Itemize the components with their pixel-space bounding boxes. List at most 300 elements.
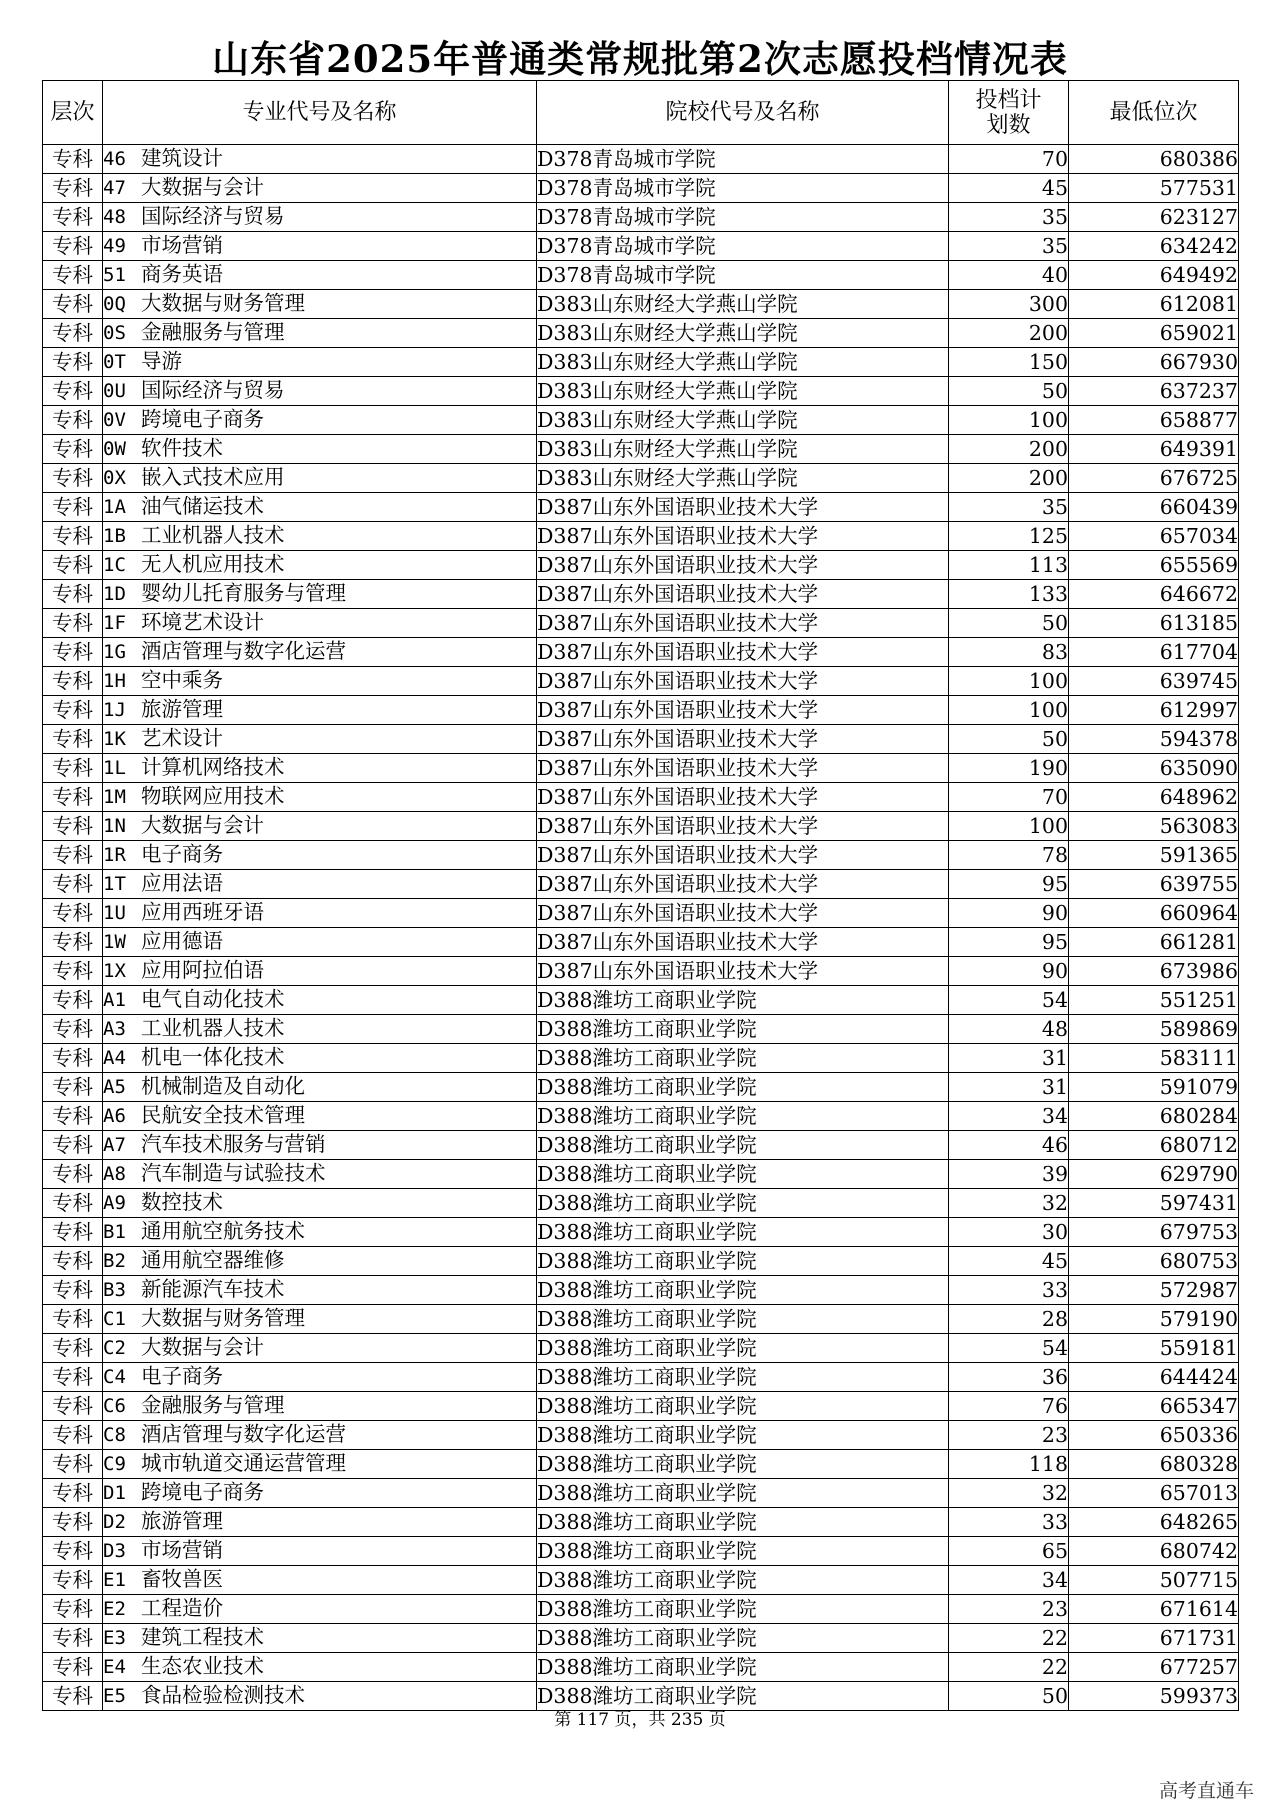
cell-min-rank: 671731 [1069,1624,1239,1653]
cell-level: 专科 [43,290,103,319]
major-name: 无人机应用技术 [141,552,285,576]
cell-min-rank: 655569 [1069,551,1239,580]
major-code: 1B [103,525,126,547]
cell-level: 专科 [43,1479,103,1508]
cell-major [103,609,537,638]
major-name: 导游 [141,349,182,373]
cell-min-rank: 680712 [1069,1131,1239,1160]
cell-min-rank: 612081 [1069,290,1239,319]
cell-major [103,1015,537,1044]
major-code: C9 [103,1453,126,1475]
cell-school: D387山东外国语职业技术大学 [537,667,949,696]
cell-plan: 50 [949,609,1069,638]
table-row [43,1595,1239,1624]
cell-plan: 54 [949,986,1069,1015]
cell-plan: 133 [949,580,1069,609]
table-row [43,899,1239,928]
major-code: 0X [103,467,126,489]
cell-level: 专科 [43,1421,103,1450]
major-name: 金融服务与管理 [141,320,285,344]
cell-level: 专科 [43,145,103,174]
major-code: D1 [103,1482,126,1504]
major-code: B3 [103,1279,126,1301]
cell-min-rank: 671614 [1069,1595,1239,1624]
table-row [43,1247,1239,1276]
cell-level: 专科 [43,783,103,812]
major-name: 工程造价 [141,1596,223,1620]
cell-plan: 23 [949,1595,1069,1624]
cell-plan: 50 [949,1682,1069,1711]
cell-min-rank: 680386 [1069,145,1239,174]
cell-level: 专科 [43,435,103,464]
major-name: 大数据与会计 [141,1335,264,1359]
table-row [43,870,1239,899]
table-row [43,667,1239,696]
cell-school: D378青岛城市学院 [537,145,949,174]
major-code: 0V [103,409,126,431]
cell-plan: 34 [949,1566,1069,1595]
table-row [43,696,1239,725]
cell-major [103,145,537,174]
table-row [43,1479,1239,1508]
cell-school: D388潍坊工商职业学院 [537,1189,949,1218]
major-name: 旅游管理 [141,697,223,721]
cell-school: D388潍坊工商职业学院 [537,1102,949,1131]
cell-plan: 300 [949,290,1069,319]
cell-major [103,319,537,348]
cell-level: 专科 [43,1189,103,1218]
cell-min-rank: 551251 [1069,986,1239,1015]
table-row [43,551,1239,580]
cell-min-rank: 673986 [1069,957,1239,986]
cell-plan: 118 [949,1450,1069,1479]
cell-level: 专科 [43,696,103,725]
cell-min-rank: 680284 [1069,1102,1239,1131]
watermark-text: 高考直通车 [1158,1780,1254,1802]
header-min-rank: 最低位次 [1069,81,1239,145]
cell-min-rank: 639755 [1069,870,1239,899]
cell-min-rank: 583111 [1069,1044,1239,1073]
cell-plan: 113 [949,551,1069,580]
cell-level: 专科 [43,522,103,551]
table-row [43,609,1239,638]
major-name: 数控技术 [141,1190,223,1214]
table-row [43,406,1239,435]
cell-level: 专科 [43,1624,103,1653]
cell-plan: 22 [949,1653,1069,1682]
major-name: 国际经济与贸易 [141,204,285,228]
cell-min-rank: 623127 [1069,203,1239,232]
cell-min-rank: 635090 [1069,754,1239,783]
table-row [43,754,1239,783]
major-name: 建筑设计 [141,146,223,170]
cell-major [103,696,537,725]
cell-school: D388潍坊工商职业学院 [537,1595,949,1624]
cell-plan: 100 [949,812,1069,841]
cell-major [103,1131,537,1160]
table-row [43,580,1239,609]
major-code: A1 [103,989,126,1011]
cell-major [103,1044,537,1073]
major-name: 国际经济与贸易 [141,378,285,402]
major-name: 空中乘务 [141,668,223,692]
cell-level: 专科 [43,1015,103,1044]
major-name: 婴幼儿托育服务与管理 [141,581,346,605]
cell-plan: 90 [949,899,1069,928]
major-name: 酒店管理与数字化运营 [141,639,346,663]
cell-level: 专科 [43,464,103,493]
cell-major [103,1102,537,1131]
cell-level: 专科 [43,406,103,435]
cell-min-rank: 579190 [1069,1305,1239,1334]
major-code: C1 [103,1308,126,1330]
cell-plan: 33 [949,1508,1069,1537]
cell-min-rank: 680328 [1069,1450,1239,1479]
cell-plan: 34 [949,1102,1069,1131]
cell-major [103,870,537,899]
cell-min-rank: 649391 [1069,435,1239,464]
cell-level: 专科 [43,667,103,696]
major-name: 通用航空航务技术 [141,1219,305,1243]
major-code: 48 [103,206,126,228]
cell-level: 专科 [43,1653,103,1682]
page-footer: 第 117 页，共 235 页 [554,1710,726,1730]
major-code: 1K [103,728,126,750]
cell-min-rank: 657013 [1069,1479,1239,1508]
cell-school: D383山东财经大学燕山学院 [537,290,949,319]
cell-school: D388潍坊工商职业学院 [537,1682,949,1711]
major-name: 城市轨道交通运营管理 [141,1451,346,1475]
cell-school: D387山东外国语职业技术大学 [537,754,949,783]
cell-plan: 35 [949,493,1069,522]
cell-major [103,290,537,319]
table-row [43,1305,1239,1334]
table-row [43,377,1239,406]
cell-school: D387山东外国语职业技术大学 [537,783,949,812]
cell-plan: 54 [949,1334,1069,1363]
cell-major [103,725,537,754]
cell-min-rank: 613185 [1069,609,1239,638]
major-name: 机电一体化技术 [141,1045,285,1069]
cell-plan: 23 [949,1421,1069,1450]
cell-plan: 70 [949,783,1069,812]
cell-level: 专科 [43,1276,103,1305]
cell-major [103,1566,537,1595]
major-code: 1N [103,815,126,837]
cell-school: D387山东外国语职业技术大学 [537,899,949,928]
cell-min-rank: 644424 [1069,1363,1239,1392]
cell-plan: 65 [949,1537,1069,1566]
cell-min-rank: 657034 [1069,522,1239,551]
major-name: 大数据与财务管理 [141,1306,305,1330]
major-code: 0U [103,380,126,402]
major-code: E3 [103,1627,126,1649]
cell-major [103,986,537,1015]
cell-school: D388潍坊工商职业学院 [537,1334,949,1363]
cell-level: 专科 [43,841,103,870]
major-code: E5 [103,1685,126,1707]
cell-min-rank: 597431 [1069,1189,1239,1218]
cell-min-rank: 591079 [1069,1073,1239,1102]
cell-school: D388潍坊工商职业学院 [537,1015,949,1044]
cell-major [103,1218,537,1247]
cell-school: D388潍坊工商职业学院 [537,1131,949,1160]
table-row [43,1073,1239,1102]
cell-school: D387山东外国语职业技术大学 [537,725,949,754]
cell-major [103,174,537,203]
cell-school: D387山东外国语职业技术大学 [537,841,949,870]
cell-level: 专科 [43,1682,103,1711]
cell-level: 专科 [43,928,103,957]
major-code: 1T [103,873,126,895]
cell-major [103,1363,537,1392]
cell-min-rank: 563083 [1069,812,1239,841]
major-code: E1 [103,1569,126,1591]
page-title: 山东省2025年普通类常规批第2次志愿投档情况表 [212,37,1068,81]
cell-min-rank: 594378 [1069,725,1239,754]
major-code: B2 [103,1250,126,1272]
cell-school: D383山东财经大学燕山学院 [537,406,949,435]
table-row [43,261,1239,290]
cell-level: 专科 [43,1595,103,1624]
cell-min-rank: 648962 [1069,783,1239,812]
cell-level: 专科 [43,493,103,522]
cell-major [103,1247,537,1276]
major-code: 0S [103,322,126,344]
cell-major [103,957,537,986]
table-row [43,522,1239,551]
cell-major [103,638,537,667]
cell-plan: 33 [949,1276,1069,1305]
table-row [43,1392,1239,1421]
cell-major [103,783,537,812]
cell-min-rank: 629790 [1069,1160,1239,1189]
major-code: A7 [103,1134,126,1156]
cell-school: D388潍坊工商职业学院 [537,1305,949,1334]
cell-level: 专科 [43,1247,103,1276]
major-code: 0T [103,351,126,373]
major-name: 大数据与会计 [141,813,264,837]
major-name: 金融服务与管理 [141,1393,285,1417]
table-row [43,1508,1239,1537]
header-school: 院校代号及名称 [537,81,949,145]
cell-school: D387山东外国语职业技术大学 [537,609,949,638]
major-code: A9 [103,1192,126,1214]
cell-plan: 39 [949,1160,1069,1189]
table-row [43,203,1239,232]
major-name: 机械制造及自动化 [141,1074,305,1098]
major-code: 1M [103,786,126,808]
cell-school: D388潍坊工商职业学院 [537,1450,949,1479]
cell-school: D387山东外国语职业技术大学 [537,551,949,580]
cell-major [103,667,537,696]
major-name: 通用航空器维修 [141,1248,285,1272]
cell-level: 专科 [43,870,103,899]
major-code: 1A [103,496,126,518]
cell-plan: 40 [949,261,1069,290]
table-row [43,1189,1239,1218]
cell-min-rank: 659021 [1069,319,1239,348]
cell-major [103,1653,537,1682]
major-code: A4 [103,1047,126,1069]
major-name: 嵌入式技术应用 [141,465,285,489]
header-plan-line1: 投档计 [975,87,1042,113]
cell-min-rank: 507715 [1069,1566,1239,1595]
table-row [43,1566,1239,1595]
major-code: 51 [103,264,126,286]
cell-major [103,261,537,290]
major-code: 1U [103,902,126,924]
cell-major [103,406,537,435]
major-name: 油气储运技术 [141,494,264,518]
cell-level: 专科 [43,580,103,609]
table-row [43,348,1239,377]
major-name: 应用阿拉伯语 [141,958,264,982]
cell-min-rank: 637237 [1069,377,1239,406]
table-row [43,1160,1239,1189]
cell-plan: 28 [949,1305,1069,1334]
cell-school: D383山东财经大学燕山学院 [537,348,949,377]
header-plan [949,81,1069,145]
cell-level: 专科 [43,232,103,261]
major-code: 1F [103,612,126,634]
cell-min-rank: 661281 [1069,928,1239,957]
cell-school: D387山东外国语职业技术大学 [537,812,949,841]
cell-min-rank: 612997 [1069,696,1239,725]
cell-school: D388潍坊工商职业学院 [537,1537,949,1566]
cell-plan: 36 [949,1363,1069,1392]
table-body [43,145,1239,1711]
major-code: C8 [103,1424,126,1446]
cell-level: 专科 [43,1218,103,1247]
table-row [43,1624,1239,1653]
major-name: 市场营销 [141,233,223,257]
major-name: 跨境电子商务 [141,1480,264,1504]
major-code: 1L [103,757,126,779]
cell-plan: 32 [949,1479,1069,1508]
cell-plan: 83 [949,638,1069,667]
cell-level: 专科 [43,754,103,783]
cell-level: 专科 [43,1334,103,1363]
major-code: C2 [103,1337,126,1359]
major-name: 应用法语 [141,871,223,895]
cell-level: 专科 [43,174,103,203]
cell-major [103,522,537,551]
major-name: 汽车制造与试验技术 [141,1161,326,1185]
cell-plan: 76 [949,1392,1069,1421]
cell-school: D387山东外国语职业技术大学 [537,957,949,986]
table-row [43,1450,1239,1479]
cell-plan: 35 [949,232,1069,261]
major-name: 环境艺术设计 [141,610,264,634]
cell-major [103,754,537,783]
cell-school: D387山东外国语职业技术大学 [537,870,949,899]
cell-level: 专科 [43,551,103,580]
table-row [43,464,1239,493]
major-code: B1 [103,1221,126,1243]
major-code: 1G [103,641,126,663]
cell-school: D387山东外国语职业技术大学 [537,928,949,957]
major-code: 47 [103,177,126,199]
major-code: A5 [103,1076,126,1098]
major-code: 1C [103,554,126,576]
table-row [43,812,1239,841]
major-code: A6 [103,1105,126,1127]
cell-level: 专科 [43,261,103,290]
table-row [43,1363,1239,1392]
cell-plan: 125 [949,522,1069,551]
cell-major [103,1392,537,1421]
cell-school: D383山东财经大学燕山学院 [537,435,949,464]
cell-plan: 95 [949,870,1069,899]
header-level: 层次 [43,81,103,145]
cell-level: 专科 [43,1537,103,1566]
cell-level: 专科 [43,1131,103,1160]
cell-level: 专科 [43,319,103,348]
header-major: 专业代号及名称 [103,81,537,145]
major-name: 商务英语 [141,262,223,286]
cell-level: 专科 [43,1566,103,1595]
cell-major [103,580,537,609]
cell-school: D388潍坊工商职业学院 [537,1392,949,1421]
major-code: D3 [103,1540,126,1562]
cell-plan: 100 [949,667,1069,696]
cell-level: 专科 [43,1508,103,1537]
cell-plan: 48 [949,1015,1069,1044]
table-row [43,319,1239,348]
major-name: 应用德语 [141,929,223,953]
cell-school: D383山东财经大学燕山学院 [537,319,949,348]
cell-level: 专科 [43,1450,103,1479]
cell-school: D388潍坊工商职业学院 [537,1044,949,1073]
cell-school: D378青岛城市学院 [537,261,949,290]
major-code: 1W [103,931,126,953]
cell-plan: 78 [949,841,1069,870]
table-row [43,1421,1239,1450]
cell-major [103,1073,537,1102]
major-name: 酒店管理与数字化运营 [141,1422,346,1446]
cell-major [103,1160,537,1189]
cell-level: 专科 [43,1073,103,1102]
cell-min-rank: 617704 [1069,638,1239,667]
cell-school: D388潍坊工商职业学院 [537,1160,949,1189]
cell-major [103,348,537,377]
cell-major [103,232,537,261]
cell-plan: 30 [949,1218,1069,1247]
cell-major [103,1421,537,1450]
cell-major [103,1334,537,1363]
cell-major [103,1479,537,1508]
cell-major [103,1450,537,1479]
table-row [43,1015,1239,1044]
cell-school: D388潍坊工商职业学院 [537,1363,949,1392]
major-name: 应用西班牙语 [141,900,264,924]
major-name: 市场营销 [141,1538,223,1562]
table-row [43,290,1239,319]
major-name: 计算机网络技术 [141,755,285,779]
cell-school: D388潍坊工商职业学院 [537,986,949,1015]
cell-min-rank: 649492 [1069,261,1239,290]
cell-school: D388潍坊工商职业学院 [537,1218,949,1247]
cell-plan: 31 [949,1044,1069,1073]
major-name: 大数据与会计 [141,175,264,199]
cell-plan: 45 [949,1247,1069,1276]
cell-plan: 46 [949,1131,1069,1160]
major-name: 旅游管理 [141,1509,223,1533]
table-row [43,1653,1239,1682]
table-row [43,928,1239,957]
major-name: 物联网应用技术 [141,784,285,808]
